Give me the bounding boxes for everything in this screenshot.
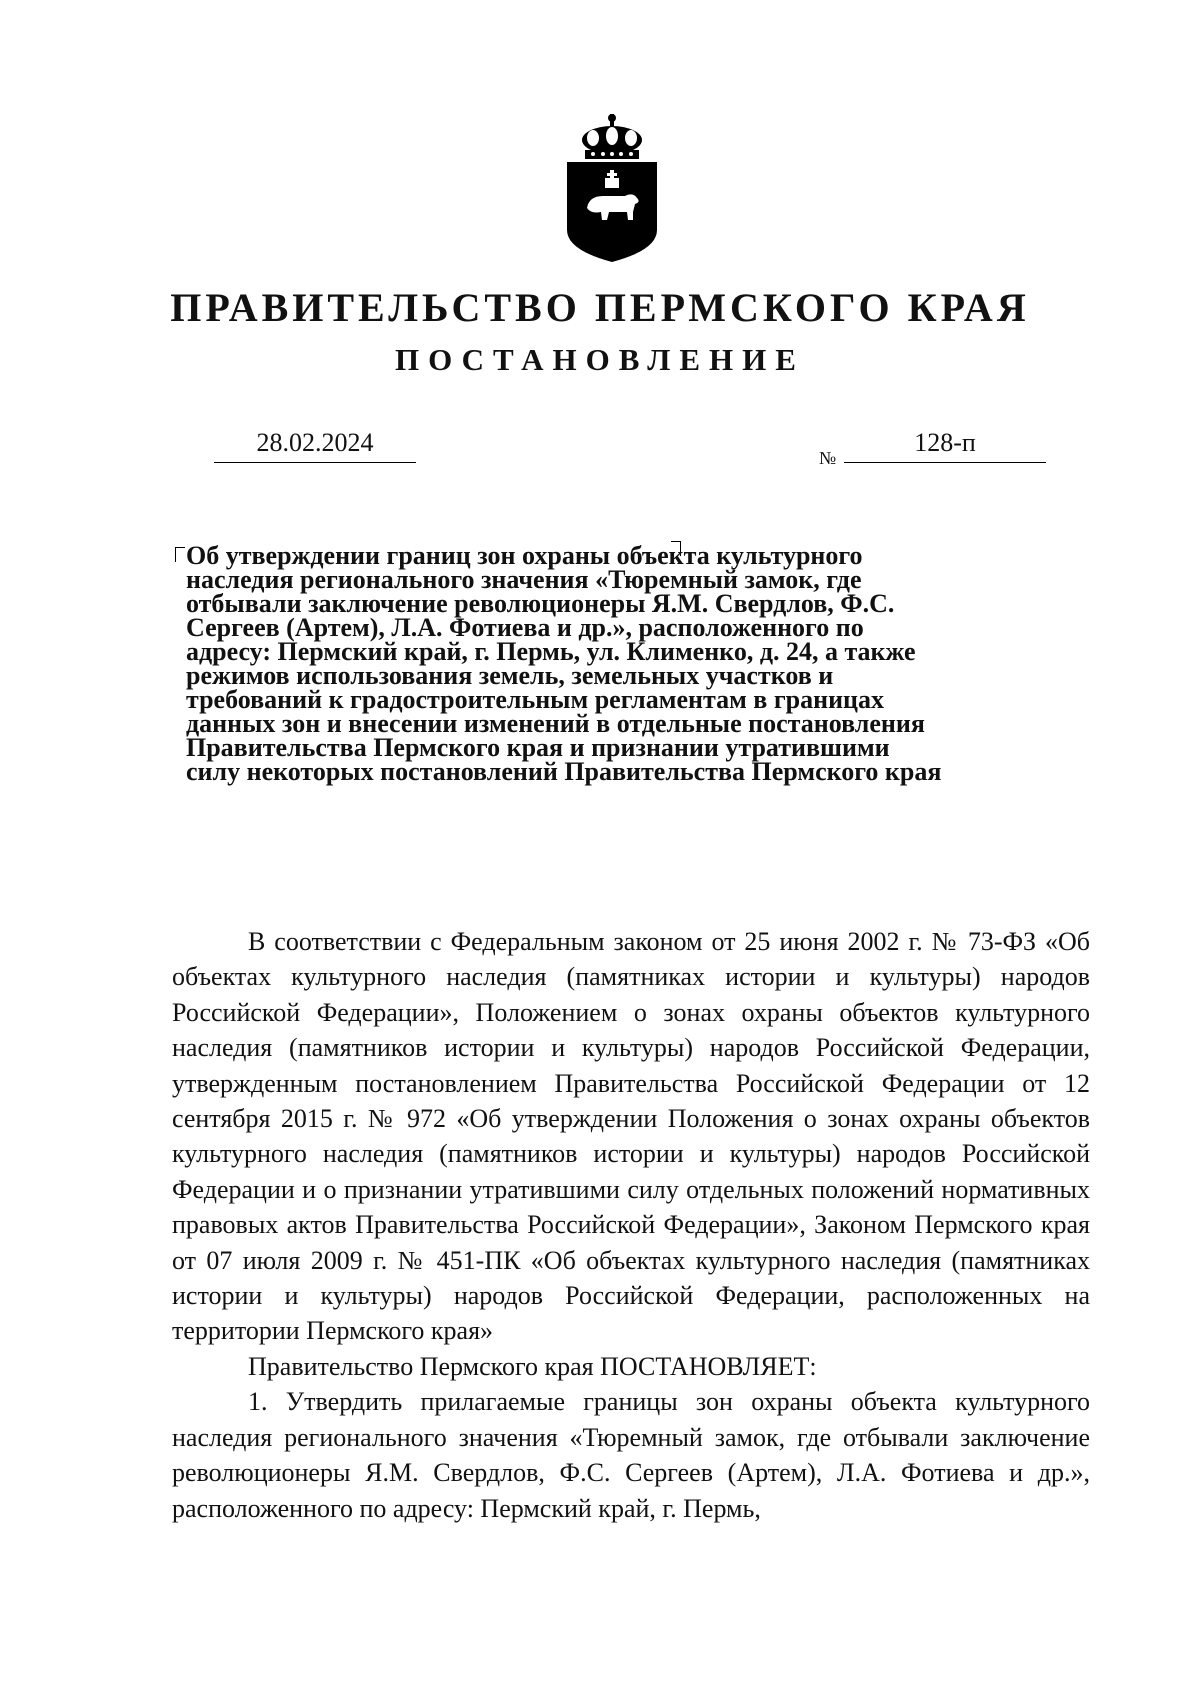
preamble-paragraph: В соответствии с Федеральным законом от 25 июня 2002 г. № 73-ФЗ «Об объектах культурного наследия (памятниках истории и культуры) народов Российской Федерации», Положением о зонах охраны объектов культурного наследия (памятников истории и культуры) народов Российской Федерации, утвержденным постановлением Правительства Российской Федерации от 12 сентября 2015 г. № 972 «Об утверждении Положения о зонах охраны объектов культурного наследия (памятников истории и культуры) народов Российской Федерации и о признании утратившими силу отдельных положений нормативных правовых актов Правительства Российской Федерации», Законом Пермского края от 07 июля 2009 г. № 451-ПК «Об объектах культурного наследия (памятниках истории и культуры) народов Российской Федерации, расположенных на территории Пермского края» [172, 927, 1090, 1346]
document-type: ПОСТАНОВЛЕНИЕ [395, 342, 805, 377]
government-name: ПРАВИТЕЛЬСТВО ПЕРМСКОГО КРАЯ [170, 285, 1030, 330]
resolves-paragraph: Правительство Пермского края ПОСТАНОВЛЯЕТ: [248, 1351, 817, 1381]
subject-bracket-left [175, 547, 185, 562]
document-date: 28.02.2024 [214, 428, 416, 463]
item-1-paragraph: 1. Утвердить прилагаемые границы зон охраны объекта культурного наследия регионального значения «Тюремный замок, где отбывали заключение революционеры Я.М. Свердлов, Ф.С. Сергеев (Артем), Л.А. Фотиева и др.», расположенного по адресу: Пермский край, г. Пермь, [172, 1387, 1090, 1523]
document-subject: Об утверждении границ зон охраны объекта культурного наследия регионального значения «Тюремный замок, где отбывали заключение революционеры Я.М. Свердлов, Ф.С. Сергеев (Артем), Л.А. Фотиева и др.», расположенного по адресу: Пермский край, г. Пермь, ул. Клименко, д. 24, а также режимов использования земель, земельных участков и требований к градостроительным регламентам в границах данных зон и внесении изменений в отдельные постановления Правительства Пермского края и признании утратившими силу некоторых постановлений Правительства Пермского края [186, 541, 942, 786]
document-body [172, 924, 1090, 1526]
number-sign: № [819, 448, 837, 468]
coat-of-arms-icon [563, 112, 661, 264]
document-number: 128-п [844, 428, 1046, 463]
